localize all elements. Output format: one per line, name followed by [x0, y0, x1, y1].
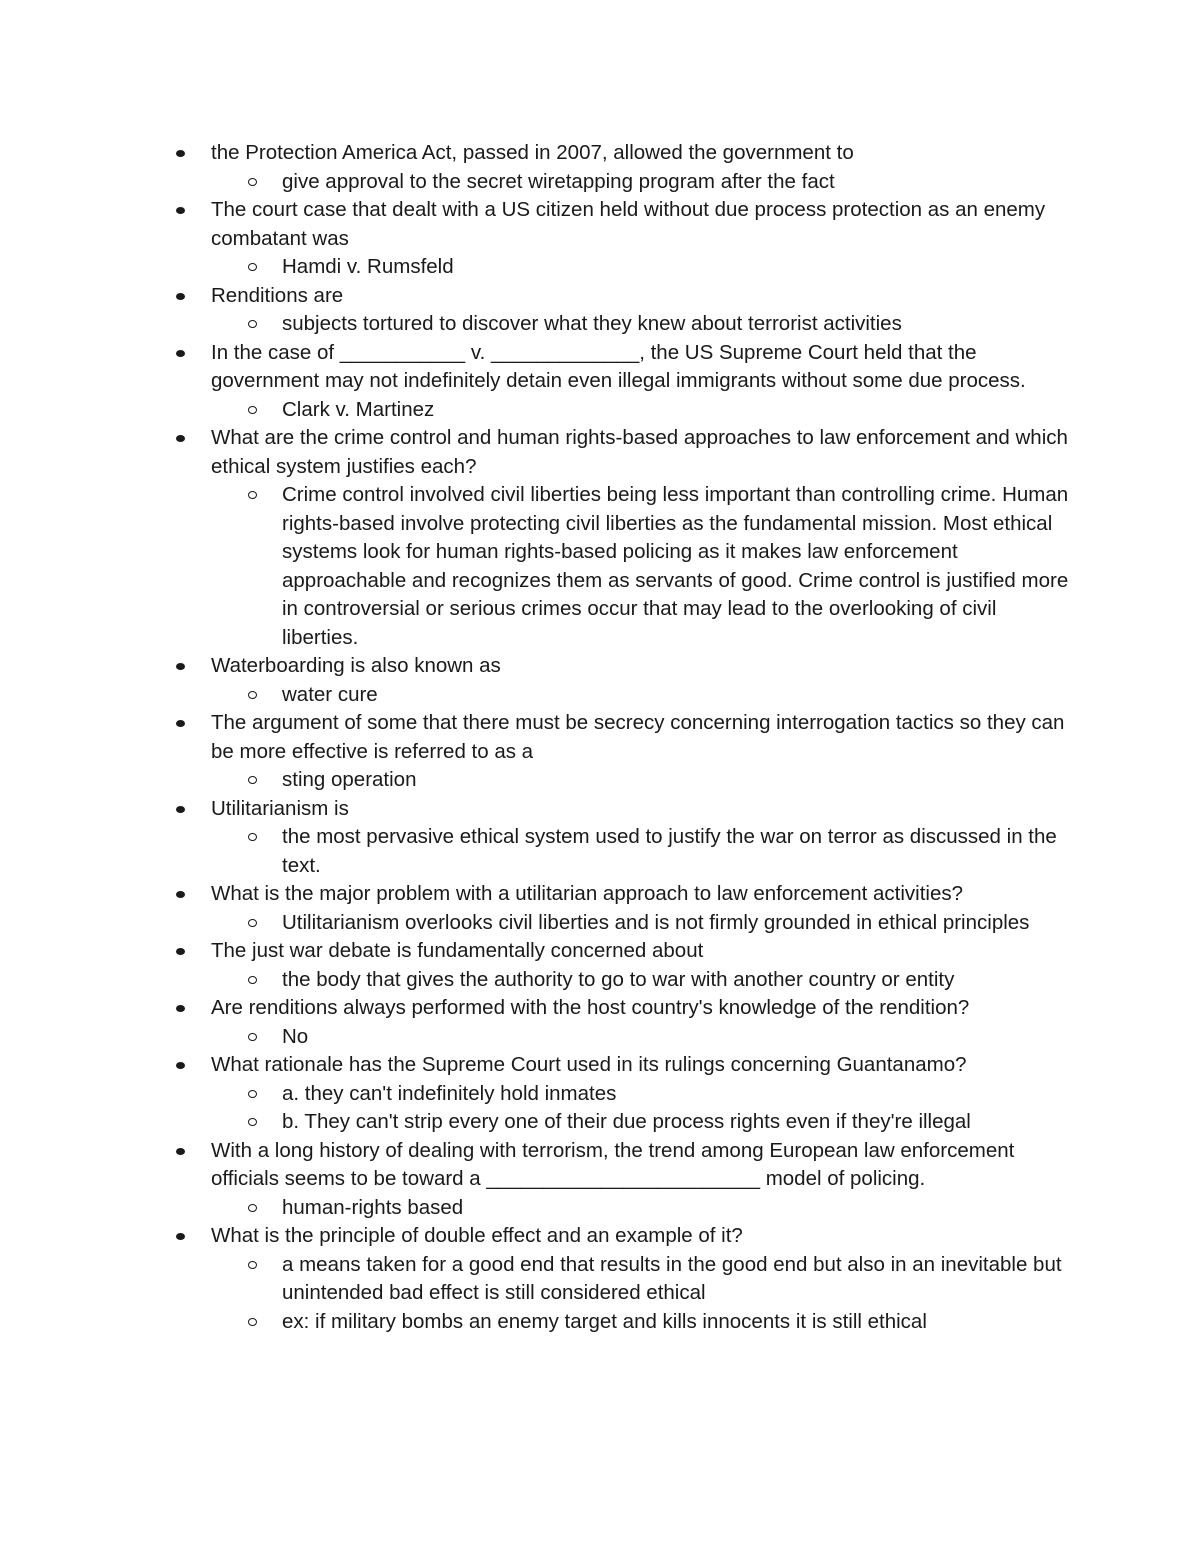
bullet-icon: [176, 720, 185, 727]
circle-bullet-icon: [248, 776, 257, 784]
list-item: [0, 196, 1071, 253]
circle-bullet-icon: [248, 1090, 257, 1098]
answer-item: [0, 909, 1072, 938]
list-item: [0, 282, 1071, 311]
bullet-icon: [176, 806, 185, 813]
answer-item: [0, 1023, 1072, 1052]
bullet-icon: [176, 435, 185, 442]
answer-item: [0, 253, 1072, 282]
answer-item: [0, 310, 1072, 339]
answer-text: Clark v. Martinez: [282, 397, 435, 421]
circle-bullet-icon: [248, 263, 257, 271]
answer-item: [0, 396, 1072, 425]
circle-bullet-icon: [248, 1318, 257, 1326]
bullet-icon: [176, 1148, 185, 1155]
question-text: The court case that dealt with a US citizen held without due process protection as an enemy combatant was: [211, 198, 1046, 250]
circle-bullet-icon: [248, 1204, 257, 1212]
bullet-icon: [176, 663, 185, 670]
answer-text: Hamdi v. Rumsfeld: [282, 255, 454, 278]
question-text: Waterboarding is also known as: [211, 654, 501, 677]
question-text: What rationale has the Supreme Court used in its rulings concerning Guantanamo?: [211, 1053, 967, 1076]
answer-text: give approval to the secret wiretapping program after the fact: [282, 169, 835, 193]
answer-text: a. they can't indefinitely hold inmates: [282, 1081, 617, 1105]
bullet-icon: [176, 1062, 185, 1069]
list-item: [0, 795, 1071, 824]
bullet-icon: [176, 1233, 185, 1240]
list-item: [0, 1051, 1071, 1080]
circle-bullet-icon: [248, 691, 257, 699]
answer-item: [0, 1308, 1072, 1337]
answer-item: [0, 481, 1072, 652]
answer-item: [0, 1251, 1072, 1308]
answer-text: subjects tortured to discover what they knew about terrorist activities: [282, 312, 902, 335]
question-text: The just war debate is fundamentally concerned about: [211, 939, 704, 962]
answer-text: sting operation: [282, 768, 417, 791]
circle-bullet-icon: [248, 976, 257, 984]
circle-bullet-icon: [248, 178, 257, 186]
circle-bullet-icon: [248, 320, 257, 328]
question-text: What are the crime control and human rights-based approaches to law enforcement and which ethical system justifies each?: [211, 426, 1068, 478]
question-text: Renditions are: [211, 283, 344, 307]
answer-text: Crime control involved civil liberties being less important than controlling crime. Human rights-based involve protecting civil liberties as the fundamental mission. Most ethical systems look for human rights-based policing as it makes law enforcement approachable and recognizes them as servants of good. Crime control is justified more in controversial or serious crimes occur that may lead to the overlooking of civil liberties.: [282, 483, 1069, 649]
bullet-icon: [176, 207, 185, 214]
circle-bullet-icon: [248, 1118, 257, 1126]
list-item: [0, 880, 1071, 909]
question-text: In the case of ___________ v. _____________, the US Supreme Court held that the government may not indefinitely detain even illegal immigrants without some due process.: [211, 340, 1026, 392]
answer-item: [0, 823, 1072, 880]
question-text: With a long history of dealing with terrorism, the trend among European law enforcement officials seems to be toward a ________________________ model of policing.: [211, 1138, 1015, 1190]
list-item: [0, 1222, 1071, 1251]
question-text: What is the major problem with a utilitarian approach to law enforcement activities?: [211, 882, 964, 905]
answer-item: [0, 681, 1072, 710]
bullet-icon: [176, 891, 185, 898]
answer-item: [0, 966, 1072, 995]
answer-text: ex: if military bombs an enemy target and kills innocents it is still ethical: [282, 1309, 927, 1333]
answer-item: [0, 168, 1072, 197]
list-item: [0, 652, 1071, 681]
question-text: the Protection America Act, passed in 2007, allowed the government to: [211, 141, 854, 164]
circle-bullet-icon: [248, 491, 257, 499]
question-text: What is the principle of double effect and an example of it?: [211, 1224, 743, 1247]
list-item: [0, 1137, 1071, 1194]
answer-text: human-rights based: [282, 1195, 464, 1219]
bullet-icon: [176, 948, 185, 955]
bullet-icon: [176, 150, 185, 157]
answer-item: [0, 1108, 1072, 1137]
list-item: [0, 709, 1071, 766]
question-text: The argument of some that there must be secrecy concerning interrogation tactics so they can be more effective is referred to as a: [211, 711, 1065, 763]
circle-bullet-icon: [248, 1261, 257, 1269]
answer-item: [0, 1194, 1072, 1223]
bullet-icon: [176, 1005, 185, 1012]
circle-bullet-icon: [248, 406, 257, 414]
list-item: [0, 139, 1071, 168]
answer-text: the most pervasive ethical system used to justify the war on terror as discussed in the text.: [282, 825, 1057, 877]
list-item: [0, 424, 1071, 481]
list-item: [0, 994, 1071, 1023]
question-text: Are renditions always performed with the host country's knowledge of the rendition?: [211, 996, 970, 1019]
answer-text: a means taken for a good end that results in the good end but also in an inevitable but unintended bad effect is still considered ethical: [282, 1252, 1062, 1304]
answer-text: the body that gives the authority to go to war with another country or entity: [282, 967, 955, 991]
question-text: Utilitarianism is: [211, 796, 349, 820]
bullet-icon: [176, 293, 185, 300]
answer-text: water cure: [282, 682, 378, 706]
circle-bullet-icon: [248, 833, 257, 841]
answer-item: [0, 766, 1072, 795]
question-list: [0, 139, 1200, 1336]
answer-item: [0, 1080, 1072, 1109]
list-item: [0, 937, 1071, 966]
answer-text: No: [282, 1024, 309, 1048]
answer-text: Utilitarianism overlooks civil liberties and is not firmly grounded in ethical principles: [282, 910, 1030, 934]
list-item: [0, 339, 1071, 396]
answer-text: b. They can't strip every one of their due process rights even if they're illegal: [282, 1110, 971, 1133]
circle-bullet-icon: [248, 919, 257, 927]
circle-bullet-icon: [248, 1033, 257, 1041]
bullet-icon: [176, 350, 185, 357]
